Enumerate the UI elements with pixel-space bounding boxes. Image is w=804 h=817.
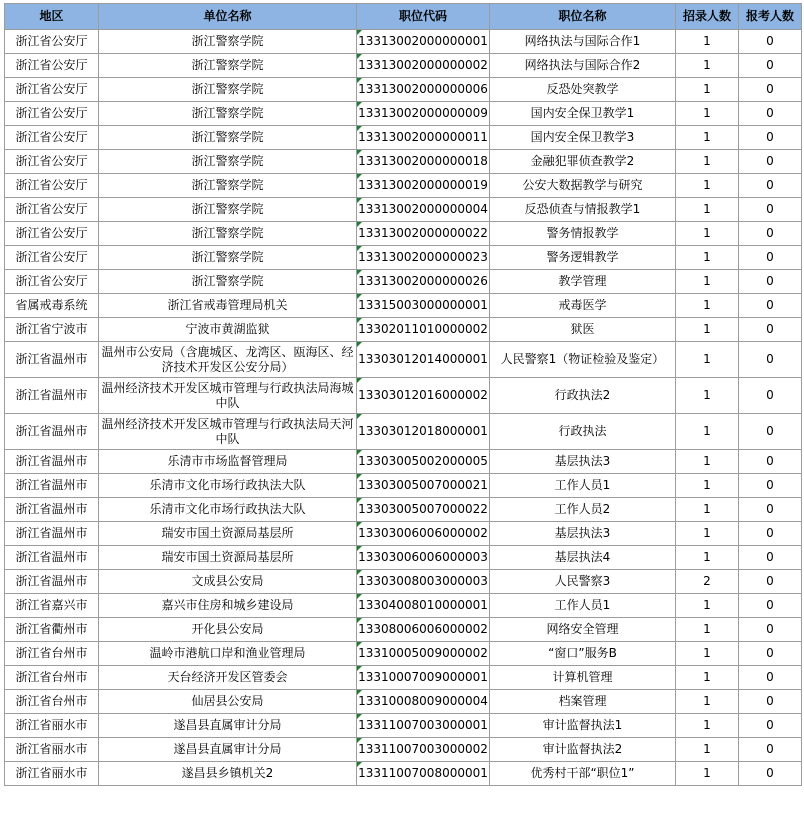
cell-position: 网络执法与国际合作2 (490, 54, 676, 78)
cell-code: 13313002000000002 (357, 54, 490, 78)
header-row (5, 4, 802, 30)
table-row (5, 54, 802, 78)
cell-code: 13303012014000001 (357, 342, 490, 378)
cell-code: 13303005007000021 (357, 474, 490, 498)
cell-region: 浙江省温州市 (5, 546, 99, 570)
cell-hire: 1 (676, 474, 739, 498)
cell-region: 浙江省公安厅 (5, 78, 99, 102)
cell-unit: 遂昌县直属审计分局 (99, 714, 357, 738)
cell-apply: 0 (739, 126, 802, 150)
cell-unit: 瑞安市国土资源局基层所 (99, 522, 357, 546)
table-row (5, 246, 802, 270)
cell-position: 计算机管理 (490, 666, 676, 690)
cell-region: 浙江省温州市 (5, 570, 99, 594)
cell-code: 13310008009000004 (357, 690, 490, 714)
cell-code: 13302011010000002 (357, 318, 490, 342)
cell-apply: 0 (739, 594, 802, 618)
cell-apply: 0 (739, 498, 802, 522)
cell-code: 13303006006000003 (357, 546, 490, 570)
cell-apply: 0 (739, 690, 802, 714)
cell-region: 浙江省温州市 (5, 522, 99, 546)
table-row (5, 30, 802, 54)
cell-region: 浙江省台州市 (5, 642, 99, 666)
table-row (5, 570, 802, 594)
cell-region: 浙江省丽水市 (5, 738, 99, 762)
cell-unit: 开化县公安局 (99, 618, 357, 642)
cell-apply: 0 (739, 546, 802, 570)
cell-apply: 0 (739, 246, 802, 270)
cell-position: 基层执法3 (490, 522, 676, 546)
cell-unit: 天台经济开发区管委会 (99, 666, 357, 690)
cell-unit: 浙江警察学院 (99, 78, 357, 102)
cell-unit: 浙江警察学院 (99, 198, 357, 222)
cell-apply: 0 (739, 342, 802, 378)
cell-region: 浙江省温州市 (5, 450, 99, 474)
cell-unit: 浙江警察学院 (99, 150, 357, 174)
cell-apply: 0 (739, 522, 802, 546)
cell-position: 优秀村干部“职位1” (490, 762, 676, 786)
cell-hire: 1 (676, 126, 739, 150)
cell-hire: 1 (676, 246, 739, 270)
cell-region: 浙江省温州市 (5, 474, 99, 498)
cell-code: 13315003000000001 (357, 294, 490, 318)
cell-hire: 1 (676, 102, 739, 126)
cell-region: 浙江省公安厅 (5, 126, 99, 150)
cell-code: 13313002000000001 (357, 30, 490, 54)
cell-code: 13303005007000022 (357, 498, 490, 522)
cell-apply: 0 (739, 474, 802, 498)
cell-code: 13313002000000006 (357, 78, 490, 102)
cell-code: 13313002000000018 (357, 150, 490, 174)
table-row (5, 342, 802, 378)
cell-hire: 1 (676, 762, 739, 786)
table-row (5, 762, 802, 786)
table-row (5, 594, 802, 618)
table-row (5, 474, 802, 498)
cell-apply: 0 (739, 30, 802, 54)
cell-position: 戒毒医学 (490, 294, 676, 318)
header-apply: 报考人数 (739, 4, 802, 30)
cell-hire: 1 (676, 414, 739, 450)
cell-unit: 浙江警察学院 (99, 126, 357, 150)
table-row (5, 198, 802, 222)
cell-hire: 1 (676, 78, 739, 102)
cell-code: 13303008003000003 (357, 570, 490, 594)
cell-region: 浙江省宁波市 (5, 318, 99, 342)
table-row (5, 126, 802, 150)
cell-position: 金融犯罪侦查教学2 (490, 150, 676, 174)
cell-region: 浙江省公安厅 (5, 102, 99, 126)
cell-position: 审计监督执法2 (490, 738, 676, 762)
header-position: 职位名称 (490, 4, 676, 30)
cell-code: 13313002000000022 (357, 222, 490, 246)
cell-region: 浙江省公安厅 (5, 150, 99, 174)
cell-unit: 浙江警察学院 (99, 54, 357, 78)
table-row (5, 78, 802, 102)
cell-apply: 0 (739, 570, 802, 594)
cell-unit: 浙江警察学院 (99, 30, 357, 54)
cell-hire: 1 (676, 450, 739, 474)
cell-code: 13310007009000001 (357, 666, 490, 690)
table-row (5, 522, 802, 546)
cell-unit: 浙江警察学院 (99, 174, 357, 198)
cell-hire: 1 (676, 342, 739, 378)
cell-position: 行政执法2 (490, 378, 676, 414)
cell-position: 教学管理 (490, 270, 676, 294)
header-unit: 单位名称 (99, 4, 357, 30)
cell-unit: 遂昌县直属审计分局 (99, 738, 357, 762)
cell-apply: 0 (739, 666, 802, 690)
cell-region: 浙江省衢州市 (5, 618, 99, 642)
cell-unit: 仙居县公安局 (99, 690, 357, 714)
table-row (5, 666, 802, 690)
cell-position: 国内安全保卫教学3 (490, 126, 676, 150)
cell-apply: 0 (739, 78, 802, 102)
cell-region: 浙江省温州市 (5, 378, 99, 414)
cell-unit: 嘉兴市住房和城乡建设局 (99, 594, 357, 618)
cell-position: 工作人员2 (490, 498, 676, 522)
cell-code: 13313002000000011 (357, 126, 490, 150)
cell-unit: 温州市公安局（含鹿城区、龙湾区、瓯海区、经济技术开发区公安分局） (99, 342, 357, 378)
cell-position: 基层执法4 (490, 546, 676, 570)
cell-unit: 浙江省戒毒管理局机关 (99, 294, 357, 318)
cell-code: 13303005002000005 (357, 450, 490, 474)
cell-hire: 1 (676, 546, 739, 570)
cell-hire: 1 (676, 522, 739, 546)
table-row (5, 150, 802, 174)
table-row (5, 714, 802, 738)
table-row (5, 690, 802, 714)
cell-region: 浙江省公安厅 (5, 174, 99, 198)
table-row (5, 738, 802, 762)
cell-region: 浙江省温州市 (5, 414, 99, 450)
cell-region: 浙江省丽水市 (5, 714, 99, 738)
cell-hire: 1 (676, 294, 739, 318)
cell-code: 13310005009000002 (357, 642, 490, 666)
cell-apply: 0 (739, 198, 802, 222)
header-code: 职位代码 (357, 4, 490, 30)
cell-unit: 温州经济技术开发区城市管理与行政执法局天河中队 (99, 414, 357, 450)
cell-hire: 1 (676, 498, 739, 522)
cell-unit: 浙江警察学院 (99, 270, 357, 294)
cell-region: 浙江省公安厅 (5, 30, 99, 54)
cell-apply: 0 (739, 642, 802, 666)
cell-hire: 1 (676, 222, 739, 246)
cell-hire: 1 (676, 30, 739, 54)
cell-region: 浙江省温州市 (5, 342, 99, 378)
table-row (5, 642, 802, 666)
cell-hire: 1 (676, 378, 739, 414)
cell-region: 浙江省台州市 (5, 690, 99, 714)
cell-position: 反恐侦查与情报教学1 (490, 198, 676, 222)
table-row (5, 546, 802, 570)
table-row (5, 378, 802, 414)
cell-code: 13303012018000001 (357, 414, 490, 450)
table-row (5, 174, 802, 198)
cell-code: 13303012016000002 (357, 378, 490, 414)
cell-apply: 0 (739, 294, 802, 318)
cell-unit: 温岭市港航口岸和渔业管理局 (99, 642, 357, 666)
cell-apply: 0 (739, 762, 802, 786)
cell-apply: 0 (739, 378, 802, 414)
cell-hire: 1 (676, 666, 739, 690)
cell-position: 网络执法与国际合作1 (490, 30, 676, 54)
cell-hire: 1 (676, 54, 739, 78)
cell-region: 浙江省公安厅 (5, 270, 99, 294)
cell-position: 网络安全管理 (490, 618, 676, 642)
cell-position: 反恐处突教学 (490, 78, 676, 102)
cell-position: 人民警察1（物证检验及鉴定） (490, 342, 676, 378)
cell-hire: 1 (676, 738, 739, 762)
cell-code: 13311007003000002 (357, 738, 490, 762)
cell-code: 13304008010000001 (357, 594, 490, 618)
cell-region: 浙江省嘉兴市 (5, 594, 99, 618)
table-row (5, 618, 802, 642)
cell-region: 浙江省公安厅 (5, 198, 99, 222)
cell-position: 警务逻辑教学 (490, 246, 676, 270)
cell-apply: 0 (739, 222, 802, 246)
header-hire: 招录人数 (676, 4, 739, 30)
cell-region: 浙江省公安厅 (5, 246, 99, 270)
table-row (5, 498, 802, 522)
cell-hire: 1 (676, 174, 739, 198)
recruitment-table (4, 3, 802, 786)
cell-apply: 0 (739, 270, 802, 294)
cell-apply: 0 (739, 150, 802, 174)
cell-code: 13313002000000004 (357, 198, 490, 222)
cell-code: 13313002000000023 (357, 246, 490, 270)
cell-region: 浙江省公安厅 (5, 54, 99, 78)
cell-apply: 0 (739, 618, 802, 642)
cell-unit: 温州经济技术开发区城市管理与行政执法局海城中队 (99, 378, 357, 414)
table-row (5, 450, 802, 474)
cell-unit: 乐清市市场监督管理局 (99, 450, 357, 474)
cell-unit: 乐清市文化市场行政执法大队 (99, 498, 357, 522)
table-row (5, 222, 802, 246)
table-row (5, 294, 802, 318)
cell-position: 狱医 (490, 318, 676, 342)
cell-region: 浙江省公安厅 (5, 222, 99, 246)
cell-unit: 浙江警察学院 (99, 246, 357, 270)
cell-hire: 1 (676, 594, 739, 618)
cell-position: 国内安全保卫教学1 (490, 102, 676, 126)
table-row (5, 102, 802, 126)
cell-region: 浙江省丽水市 (5, 762, 99, 786)
cell-unit: 浙江警察学院 (99, 222, 357, 246)
cell-unit: 文成县公安局 (99, 570, 357, 594)
cell-code: 13313002000000019 (357, 174, 490, 198)
cell-unit: 遂昌县乡镇机关2 (99, 762, 357, 786)
cell-unit: 瑞安市国土资源局基层所 (99, 546, 357, 570)
cell-region: 浙江省台州市 (5, 666, 99, 690)
cell-apply: 0 (739, 414, 802, 450)
cell-apply: 0 (739, 738, 802, 762)
cell-hire: 1 (676, 150, 739, 174)
cell-hire: 1 (676, 618, 739, 642)
cell-position: 审计监督执法1 (490, 714, 676, 738)
cell-hire: 1 (676, 690, 739, 714)
cell-position: 工作人员1 (490, 594, 676, 618)
cell-apply: 0 (739, 174, 802, 198)
cell-position: 人民警察3 (490, 570, 676, 594)
cell-code: 13311007003000001 (357, 714, 490, 738)
cell-code: 13311007008000001 (357, 762, 490, 786)
cell-position: “窗口”服务B (490, 642, 676, 666)
cell-position: 档案管理 (490, 690, 676, 714)
cell-code: 13303006006000002 (357, 522, 490, 546)
cell-position: 警务情报教学 (490, 222, 676, 246)
table-row (5, 318, 802, 342)
cell-hire: 1 (676, 318, 739, 342)
cell-apply: 0 (739, 714, 802, 738)
header-region: 地区 (5, 4, 99, 30)
cell-hire: 1 (676, 270, 739, 294)
cell-region: 省属戒毒系统 (5, 294, 99, 318)
cell-hire: 1 (676, 714, 739, 738)
cell-apply: 0 (739, 450, 802, 474)
cell-hire: 2 (676, 570, 739, 594)
cell-position: 工作人员1 (490, 474, 676, 498)
table-row (5, 414, 802, 450)
cell-region: 浙江省温州市 (5, 498, 99, 522)
cell-unit: 宁波市黄湖监狱 (99, 318, 357, 342)
table-row (5, 270, 802, 294)
cell-position: 基层执法3 (490, 450, 676, 474)
cell-unit: 浙江警察学院 (99, 102, 357, 126)
cell-code: 13313002000000009 (357, 102, 490, 126)
cell-position: 行政执法 (490, 414, 676, 450)
cell-unit: 乐清市文化市场行政执法大队 (99, 474, 357, 498)
cell-apply: 0 (739, 54, 802, 78)
cell-hire: 1 (676, 198, 739, 222)
cell-position: 公安大数据教学与研究 (490, 174, 676, 198)
cell-code: 13308006006000002 (357, 618, 490, 642)
cell-code: 13313002000000026 (357, 270, 490, 294)
cell-apply: 0 (739, 318, 802, 342)
cell-apply: 0 (739, 102, 802, 126)
cell-hire: 1 (676, 642, 739, 666)
